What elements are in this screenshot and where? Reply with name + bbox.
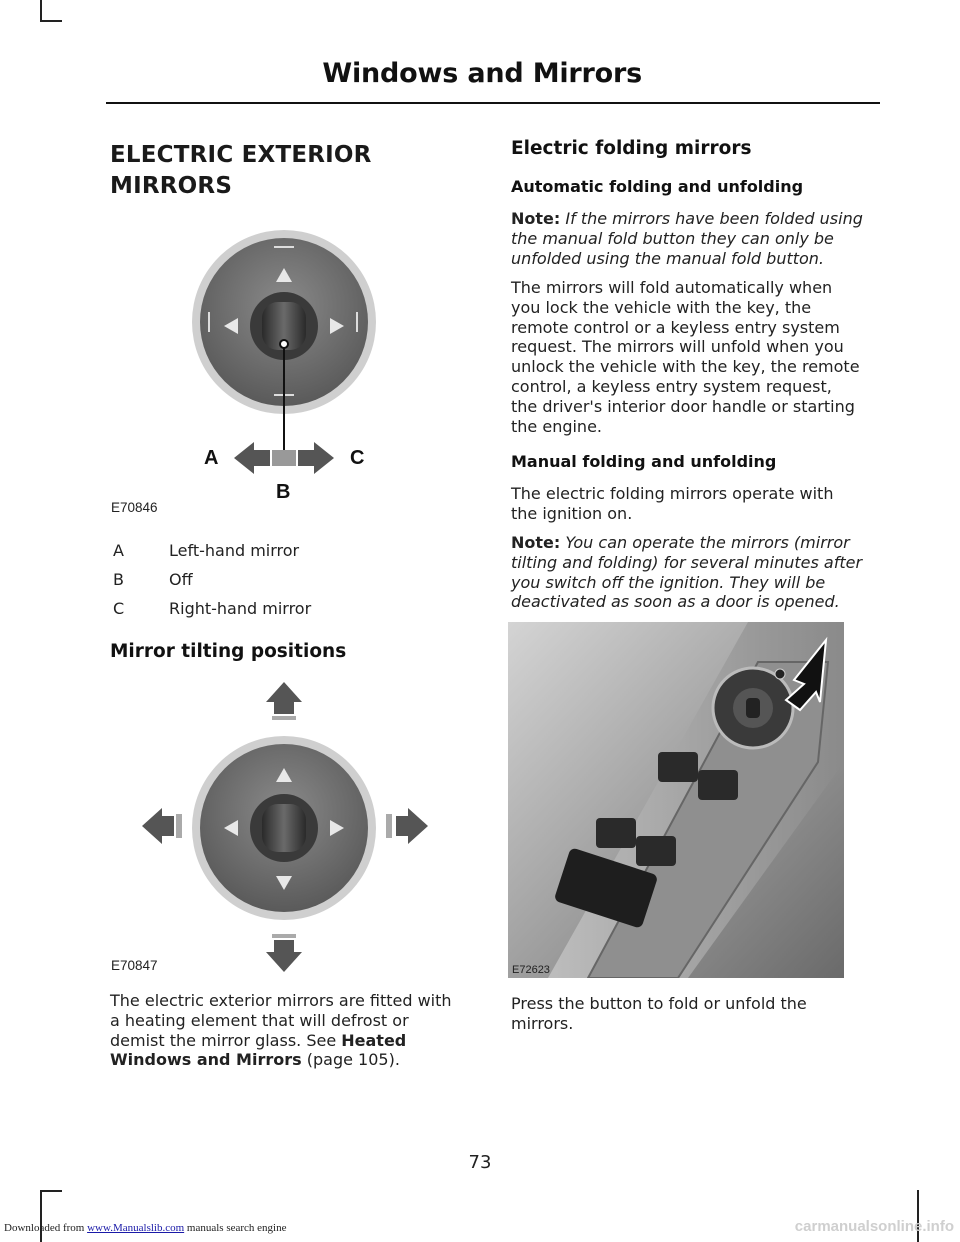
- text-line: [511, 592, 891, 612]
- mirror-control-figure: [190, 228, 390, 508]
- legend-key: C: [113, 599, 125, 618]
- footer-text: manuals search engine: [186, 1222, 287, 1234]
- text-span: you switch off the ignition. They will be: [511, 572, 826, 592]
- crop-mark: [40, 0, 42, 22]
- label-c: C: [350, 447, 365, 469]
- text-line: Press the button to fold or unfold the: [511, 994, 807, 1013]
- page-title: Windows and Mirrors: [322, 58, 642, 89]
- text-line: remote control or a keyless entry system: [511, 317, 840, 337]
- text-line: [110, 1031, 480, 1051]
- legend-key: B: [113, 570, 124, 589]
- note-label: Note:: [511, 533, 561, 552]
- text-span: If the mirrors have been folded using: [565, 209, 863, 228]
- text-line: [511, 209, 891, 229]
- crop-mark: [40, 20, 62, 22]
- text-line: [511, 553, 891, 573]
- tilt-left-arrow-icon: [142, 808, 174, 844]
- press-paragraph: [511, 994, 891, 1034]
- note-2: [511, 533, 891, 612]
- note-label: Note:: [511, 209, 561, 228]
- auto-heading: Automatic folding and unfolding: [511, 177, 804, 196]
- watermark: carmanualsonline.info: [794, 1218, 954, 1235]
- text-span: deactivated as soon as a door is opened.: [511, 592, 840, 612]
- switch-arrow-icon: [234, 442, 270, 474]
- text-line: [110, 1050, 480, 1070]
- legend-text: Off: [169, 570, 193, 589]
- text-span: unfolded using the manual fold button.: [511, 248, 825, 268]
- cross-reference-link[interactable]: Heated: [341, 1030, 407, 1050]
- footer-link[interactable]: www.Manualslib.com: [87, 1222, 185, 1234]
- text-span: tilting and folding) for several minutes after: [511, 552, 863, 572]
- cross-reference-link[interactable]: Windows and Mirrors: [110, 1050, 302, 1070]
- tilt-right-arrow-icon: [396, 808, 428, 844]
- figure-code: E72623: [512, 964, 550, 976]
- legend-row: [113, 570, 193, 589]
- section-heading: [110, 140, 410, 202]
- note-1: [511, 209, 891, 268]
- text-line: the engine.: [511, 416, 602, 436]
- crop-mark: [40, 1190, 42, 1242]
- title-rule: [106, 102, 880, 104]
- footer-text: Downloaded from: [4, 1222, 85, 1234]
- text-line: [511, 573, 891, 593]
- legend-row: [113, 599, 311, 618]
- page-ref: (page 105).: [306, 1050, 400, 1070]
- legend-text: Right-hand mirror: [169, 599, 312, 618]
- text-span: the manual fold button they can only be: [511, 228, 834, 248]
- text-line: the ignition on.: [511, 503, 633, 523]
- text-span: You can operate the mirrors (mirror: [565, 533, 850, 552]
- door-panel-figure: [508, 622, 844, 978]
- figure-code: E70847: [111, 958, 158, 973]
- text-line: [511, 229, 891, 249]
- label-b: B: [276, 481, 291, 503]
- tilt-down-arrow-icon: [266, 940, 302, 972]
- crop-mark: [40, 1190, 62, 1192]
- manual-heading: Manual folding and unfolding: [511, 452, 777, 471]
- legend-key: A: [113, 541, 124, 560]
- fold-button: [775, 669, 785, 679]
- tilt-heading: Mirror tilting positions: [110, 641, 347, 662]
- tilt-up-arrow-icon: [266, 682, 302, 714]
- text-line: control, a keyless entry system request,: [511, 376, 832, 396]
- text-span: demist the mirror glass. See: [110, 1030, 337, 1050]
- text-line: a heating element that will defrost or: [110, 1010, 409, 1030]
- text-line: you lock the vehicle with the key, the: [511, 297, 812, 317]
- download-footer: [4, 1222, 286, 1234]
- right-heading: Electric folding mirrors: [511, 138, 752, 159]
- text-line: [511, 533, 891, 553]
- legend-text: Left-hand mirror: [169, 541, 300, 560]
- heated-paragraph: [110, 991, 480, 1070]
- legend-row: [113, 541, 299, 560]
- tilt-positions-figure: [140, 678, 440, 974]
- text-line: request. The mirrors will unfold when you: [511, 337, 844, 357]
- text-line: mirrors.: [511, 1013, 574, 1033]
- text-line: unlock the vehicle with the key, the remote: [511, 357, 860, 377]
- label-a: A: [204, 447, 219, 469]
- auto-paragraph: [511, 278, 891, 436]
- figure-code: E70846: [111, 500, 158, 515]
- page-number: 73: [468, 1152, 492, 1173]
- section-heading-line: MIRRORS: [110, 173, 233, 199]
- text-line: The electric exterior mirrors are fitted with: [110, 991, 452, 1010]
- text-line: the driver's interior door handle or starting: [511, 396, 855, 416]
- text-line: [511, 249, 891, 269]
- manual-paragraph: [511, 484, 891, 524]
- text-line: The mirrors will fold automatically when: [511, 278, 833, 297]
- text-line: The electric folding mirrors operate with: [511, 484, 834, 503]
- section-heading-line: ELECTRIC EXTERIOR: [110, 142, 372, 168]
